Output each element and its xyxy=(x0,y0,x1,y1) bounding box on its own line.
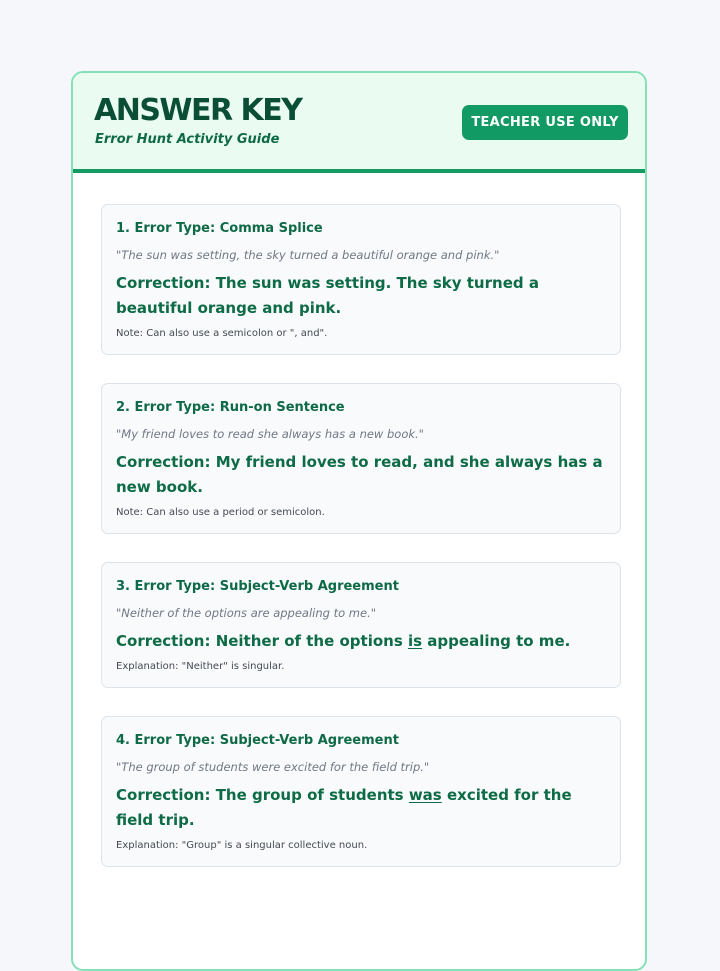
corrected-word: is xyxy=(408,632,423,650)
explanation: Explanation: "Group" is a singular collective noun. xyxy=(116,840,368,851)
answer-key-sheet xyxy=(71,71,647,971)
error-type-title: 1. Error Type: Comma Splice xyxy=(116,221,323,236)
explanation: Explanation: "Neither" is singular. xyxy=(116,661,285,672)
answer-card-3 xyxy=(101,562,621,688)
error-type-title: 3. Error Type: Subject-Verb Agreement xyxy=(116,579,399,594)
answer-card-1 xyxy=(101,204,621,355)
original-sentence: "The group of students were excited for the field trip." xyxy=(116,760,430,774)
correction-text: Correction: My friend loves to read, and she always has a new book. xyxy=(116,453,603,496)
answer-card-2 xyxy=(101,383,621,534)
note: Note: Can also use a semicolon or ", and". xyxy=(116,328,328,339)
error-type-title: 2. Error Type: Run-on Sentence xyxy=(116,400,345,415)
page-title: ANSWER KEY xyxy=(94,93,302,128)
correction xyxy=(116,783,606,833)
answer-list xyxy=(101,204,621,895)
header xyxy=(73,73,645,173)
correction-text-end: appealing to me. xyxy=(422,632,571,650)
correction xyxy=(116,271,606,321)
correction xyxy=(116,629,606,654)
note: Note: Can also use a period or semicolon. xyxy=(116,507,325,518)
teacher-use-badge: TEACHER USE ONLY xyxy=(462,105,628,140)
correction-text: Correction: Neither of the options xyxy=(116,632,408,650)
correction-text: Correction: The group of students xyxy=(116,786,409,804)
original-sentence: "The sun was setting, the sky turned a beautiful orange and pink." xyxy=(116,248,500,262)
correction-text-end: excited for the field trip. xyxy=(116,786,572,829)
answer-card-4 xyxy=(101,716,621,867)
error-type-title: 4. Error Type: Subject-Verb Agreement xyxy=(116,733,399,748)
page-subtitle: Error Hunt Activity Guide xyxy=(95,132,280,147)
corrected-word: was xyxy=(408,786,442,804)
correction-text: Correction: The sun was setting. The sky turned a beautiful orange and pink. xyxy=(116,274,539,317)
original-sentence: "Neither of the options are appealing to me." xyxy=(116,606,377,620)
original-sentence: "My friend loves to read she always has a new book." xyxy=(116,427,424,441)
correction xyxy=(116,450,606,500)
